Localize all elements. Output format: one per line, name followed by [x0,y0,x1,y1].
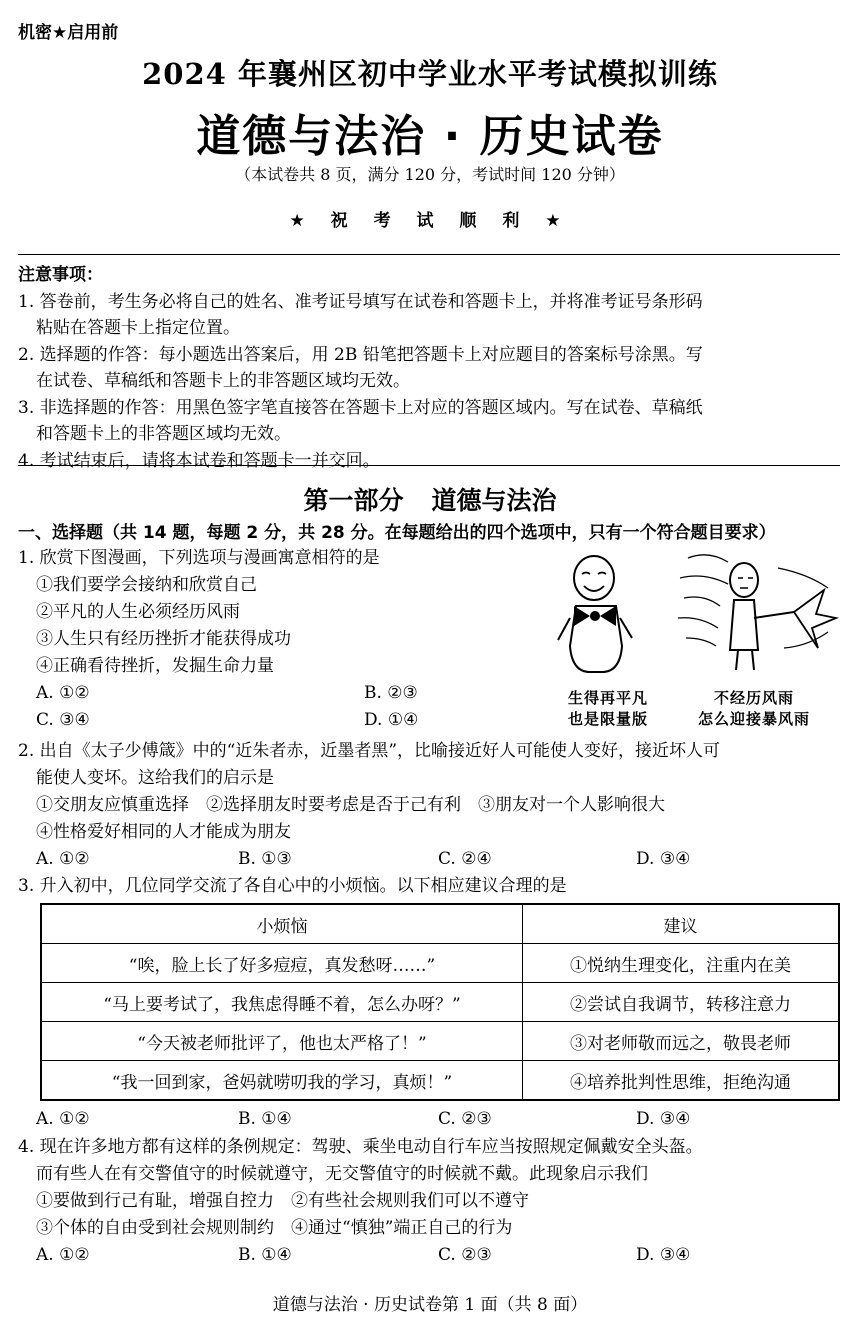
part-heading: 第一部分 道德与法治 [303,486,557,515]
notice-item: 3. 非选择题的作答：用黑色签字笔直接答在答题卡上对应的答题区域内。写在试卷、草稿纸 和答题卡上的非答题区域均无效。 [18,397,703,444]
question-3-options [18,1106,840,1133]
exam-info: （本试卷共 8 页，满分 120 分，考试时间 120 分钟） [235,165,625,184]
notice-item: 2. 选择题的作答：每小题选出答案后，用 2B 铅笔把答题卡上对应题目的答案标号涂黑。写 在试卷、草稿纸和答题卡上的非答题区域均无效。 [18,344,703,391]
table-row: “马上要考试了，我焦虑得睡不着，怎么办呀？” ②尝试自我调节，转移注意力 [41,983,839,1022]
option-b[interactable]: B. ①③ [238,849,292,869]
cartoon-image [548,548,840,726]
question-stem-cont: 而有些人在有交警值守的时候就遵守，无交警值守的时候就不戴。此现象启示我们 [36,1164,648,1184]
option-d[interactable]: D. ③④ [636,849,691,869]
statement: ①交朋友应慎重选择 ②选择朋友时要考虑是否于己有利 ③朋友对一个人影响很大 [36,795,665,815]
paper-title: 道德与法治 · 历史试卷 [196,111,664,162]
question-stem: 4. 现在许多地方都有这样的条例规定：驾驶、乘坐电动自行车应当按照规定佩戴安全头盔。 [18,1137,703,1157]
notice-item: 4. 考试结束后，请将本试卷和答题卡一并交回。 [18,450,380,471]
table-row: “今天被老师批评了，他也太严格了！” ③对老师敬而远之，敬畏老师 [41,1022,839,1061]
divider-top [18,254,840,255]
table-header: 小烦恼 [41,904,523,944]
options-row [18,1106,840,1133]
cartoon-caption-right: 不经历风雨 怎么迎接暴风雨 [697,689,810,728]
option-d[interactable]: D. ③④ [636,1109,691,1129]
option-a[interactable]: A. ①② [36,683,90,703]
question-3 [18,873,840,900]
question-stem-cont: 能使人变坏。这给我们的启示是 [36,768,274,788]
statement: ④正确看待挫折，发掘生命力量 [36,656,274,676]
question-stem: 3. 升入初中，几位同学交流了各自心中的小烦恼。以下相应建议合理的是 [18,876,567,896]
option-d[interactable]: D. ①④ [364,710,419,730]
option-c[interactable]: C. ②④ [438,849,492,869]
option-b[interactable]: B. ①④ [238,1245,292,1265]
good-luck-line: ★ 祝 考 试 顺 利 ★ [289,211,571,231]
option-d[interactable]: D. ③④ [636,1245,691,1265]
option-a[interactable]: A. ①② [36,1245,90,1265]
cartoon-illustration [548,548,840,678]
option-c[interactable]: C. ②③ [438,1245,492,1265]
table-row: “我一回到家，爸妈就唠叨我的学习，真烦！” ④培养批判性思维，拒绝沟通 [41,1061,839,1101]
exam-title: 2024 年襄州区初中学业水平考试模拟训练 [142,57,718,91]
statement: ②平凡的人生必须经历风雨 [36,602,240,622]
options-row [18,1242,840,1269]
section-heading: 一、选择题（共 14 题，每题 2 分，共 28 分。在每题给出的四个选项中，只有一个符合题目要求） [18,523,776,543]
divider-bottom [18,465,840,466]
options-row [18,846,840,873]
table-header: 建议 [523,904,840,944]
option-c[interactable]: C. ②③ [438,1109,492,1129]
table-row: “唉，脸上长了好多痘痘，真发愁呀……” ①悦纳生理变化，注重内在美 [41,944,839,983]
statement: ④性格爱好相同的人才能成为朋友 [36,822,291,842]
option-a[interactable]: A. ①② [36,849,90,869]
option-b[interactable]: B. ①④ [238,1109,292,1129]
option-a[interactable]: A. ①② [36,1109,90,1129]
question-4 [18,1134,840,1269]
notice-heading: 注意事项： [18,265,103,285]
page-footer: 道德与法治 · 历史试卷第 1 面（共 8 面） [272,1295,588,1315]
statement: ③人生只有经历挫折才能获得成功 [36,629,291,649]
notice-item: 1. 答卷前，考生务必将自己的姓名、准考证号填写在试卷和答题卡上，并将准考证号条形码 粘贴在答题卡上指定位置。 [18,291,703,338]
statement: ①我们要学会接纳和欣赏自己 [36,575,257,595]
question-stem: 1. 欣赏下图漫画，下列选项与漫画寓意相符的是 [18,548,380,568]
question-2 [18,738,840,873]
statement: ①要做到行己有耻，增强自控力 ②有些社会规则我们可以不遵守 [36,1191,529,1211]
statement: ③个体的自由受到社会规则制约 ④通过“慎独”端正自己的行为 [36,1218,513,1238]
option-b[interactable]: B. ②③ [364,683,418,703]
confidential-label: 机密★启用前 [18,23,119,43]
worries-table [40,903,840,1101]
question-stem: 2. 出自《太子少傅箴》中的“近朱者赤，近墨者黑”，比喻接近好人可能使人变好，接近坏人可 [18,741,721,761]
cartoon-caption-left: 生得再平凡 也是限量版 [567,689,648,728]
option-c[interactable]: C. ③④ [36,710,90,730]
table-header-row [41,904,839,944]
notice-block [18,262,840,474]
